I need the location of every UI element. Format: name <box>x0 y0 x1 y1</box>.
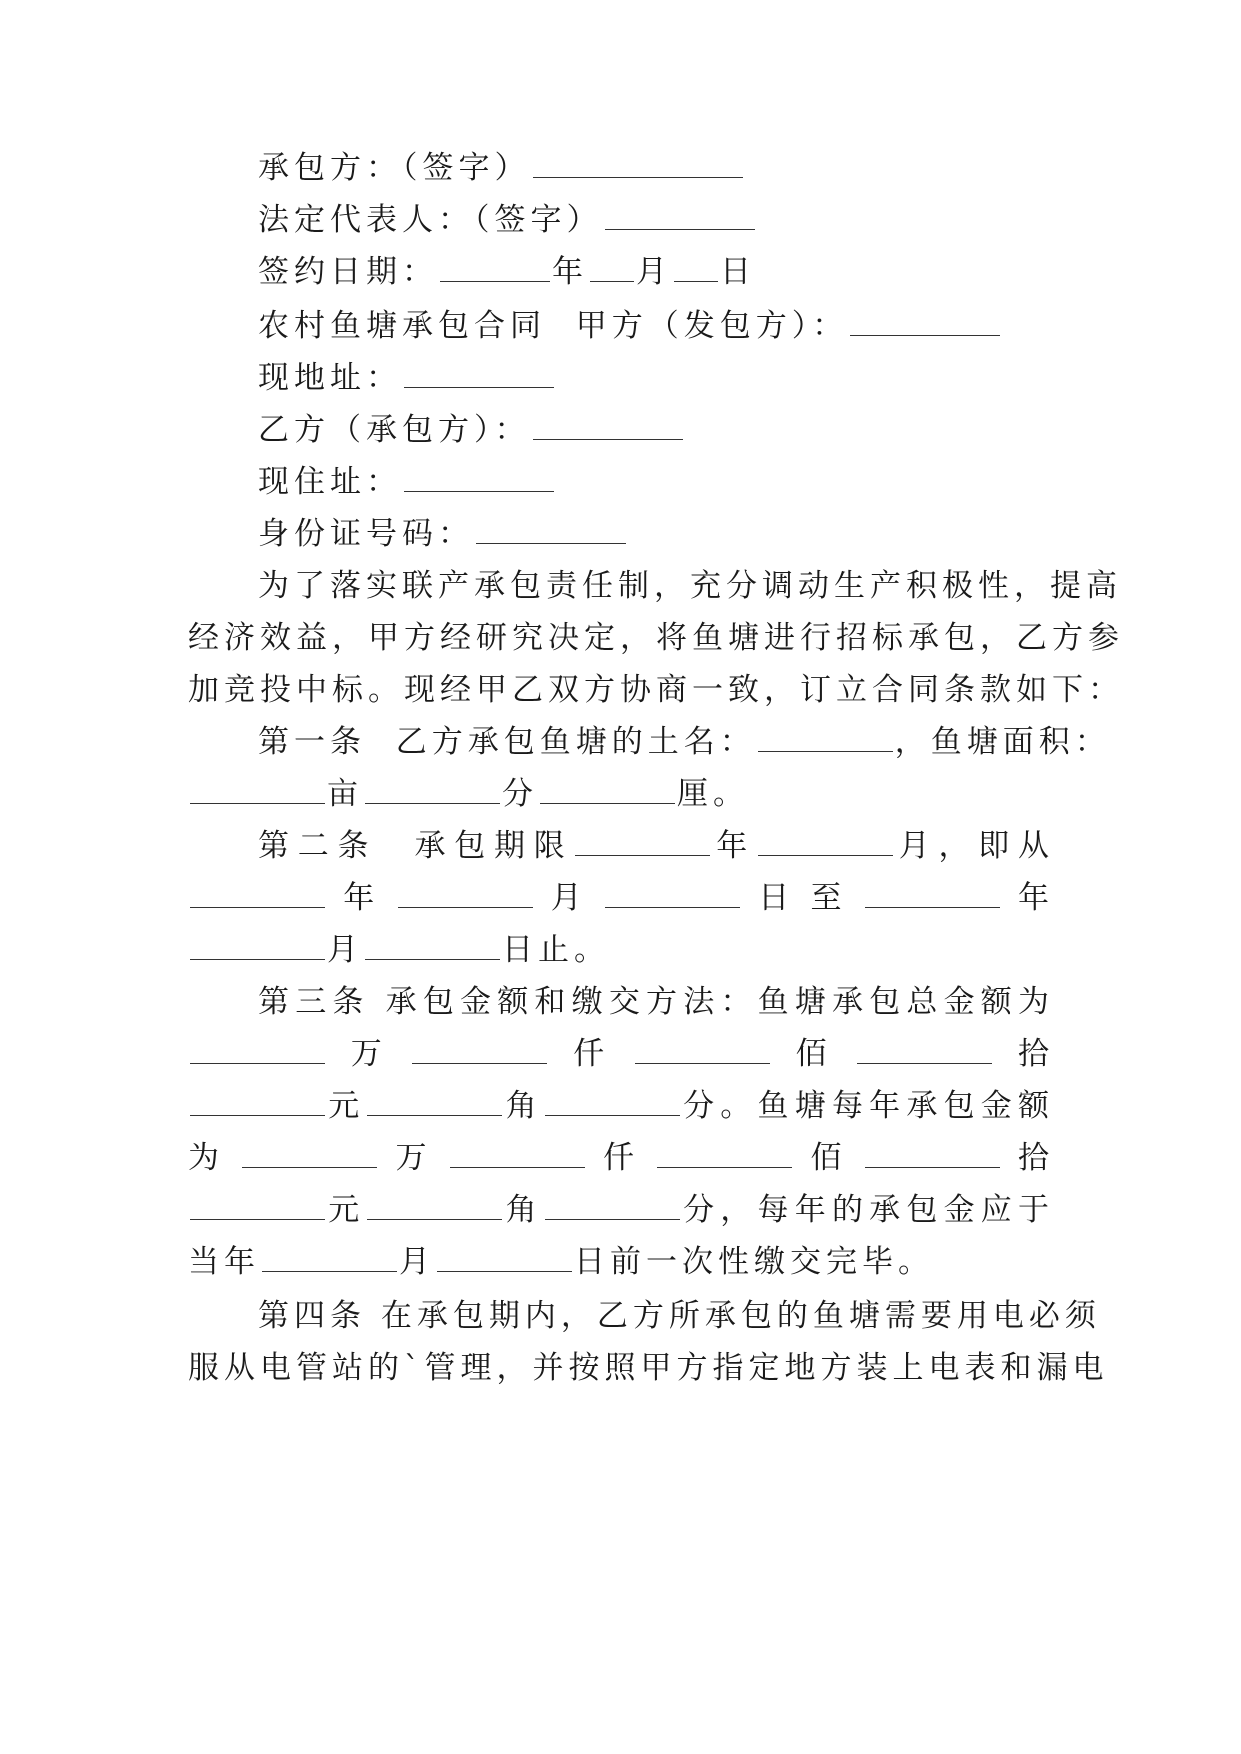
amount-blank <box>367 1191 502 1220</box>
party-b-line: 乙方（承包方）： <box>258 410 1054 450</box>
party-b-blank <box>533 411 683 440</box>
article-2-dates-line: 年 月 日至 年 <box>188 878 1054 918</box>
intro-paragraph-line: 经济效益，甲方经研究决定，将鱼塘进行招标承包，乙方参 <box>188 620 1124 656</box>
area-blank <box>365 775 500 804</box>
contract-title-party-a: 农村鱼塘承包合同 甲方（发包方）： <box>258 306 1054 346</box>
date-blank <box>605 879 740 908</box>
term-blank <box>575 827 710 856</box>
amount-blank <box>190 1191 325 1220</box>
signing-date-line: 签约日期： 年 月 日 <box>258 254 756 290</box>
contractor-signature-line: 承包方：（签字） <box>258 148 1054 188</box>
date-blank <box>398 879 533 908</box>
pond-name-blank <box>758 723 893 752</box>
amount-blank <box>190 1035 325 1064</box>
date-blank <box>190 931 325 960</box>
amount-blank <box>657 1139 792 1168</box>
date-blank <box>590 253 634 282</box>
article-4-line-2: 服从电管站的`管理，并按照甲方指定地方装上电表和漏电 <box>188 1350 1109 1386</box>
amount-blank <box>450 1139 585 1168</box>
amount-blank <box>545 1191 680 1220</box>
party-a-blank <box>850 307 1000 336</box>
signature-blank <box>533 149 743 178</box>
article-3-annual-line-2: 元 角 分，每年的承包金应于 <box>188 1190 1054 1230</box>
date-blank <box>190 879 325 908</box>
amount-blank <box>242 1139 377 1168</box>
article-3-line: 第三条 承包金额和缴交方法：鱼塘承包总金额为 <box>258 984 1054 1020</box>
intro-paragraph-line: 加竞投中标。现经甲乙双方协商一致，订立合同条款如下： <box>188 672 1124 708</box>
article-3-payment-line: 当年 月 日前一次性缴交完毕。 <box>188 1244 934 1280</box>
article-1-area-line: 亩 分 厘。 <box>188 774 1054 814</box>
article-3-annual-line: 为 万 仟 佰 拾 <box>188 1140 1054 1176</box>
address-blank <box>404 359 554 388</box>
amount-blank <box>857 1035 992 1064</box>
article-2-line: 第二条 承包期限 年 月，即从 <box>258 828 1055 864</box>
amount-blank <box>545 1087 680 1116</box>
date-blank <box>437 1243 572 1272</box>
amount-blank <box>865 1139 1000 1168</box>
legal-rep-signature-line: 法定代表人：（签字） <box>258 200 1054 240</box>
date-blank <box>365 931 500 960</box>
article-1-line: 第一条 乙方承包鱼塘的土名： ，鱼塘面积： <box>258 724 1111 760</box>
area-blank <box>540 775 675 804</box>
area-blank <box>190 775 325 804</box>
address-blank <box>404 463 554 492</box>
article-3-total-line: 万 仟 佰 拾 <box>188 1034 1054 1074</box>
signature-blank <box>605 201 755 230</box>
amount-blank <box>367 1087 502 1116</box>
term-blank <box>758 827 893 856</box>
intro-paragraph-line: 为了落实联产承包责任制，充分调动生产积极性，提高 <box>258 568 1122 604</box>
id-number-line: 身份证号码： <box>258 514 1054 554</box>
amount-blank <box>412 1035 547 1064</box>
amount-blank <box>635 1035 770 1064</box>
date-blank <box>674 253 718 282</box>
article-2-end-line: 月 日止。 <box>188 930 1054 970</box>
amount-blank <box>190 1087 325 1116</box>
article-4-line: 第四条 在承包期内，乙方所承包的鱼塘需要用电必须 <box>258 1298 1101 1334</box>
party-a-address-line: 现地址： <box>258 358 1054 398</box>
date-blank <box>262 1243 397 1272</box>
party-b-address-line: 现住址： <box>258 462 1054 502</box>
id-blank <box>476 515 626 544</box>
date-blank <box>865 879 1000 908</box>
date-blank <box>440 253 550 282</box>
article-3-total-line-2: 元 角 分。鱼塘每年承包金额 <box>188 1086 1054 1126</box>
